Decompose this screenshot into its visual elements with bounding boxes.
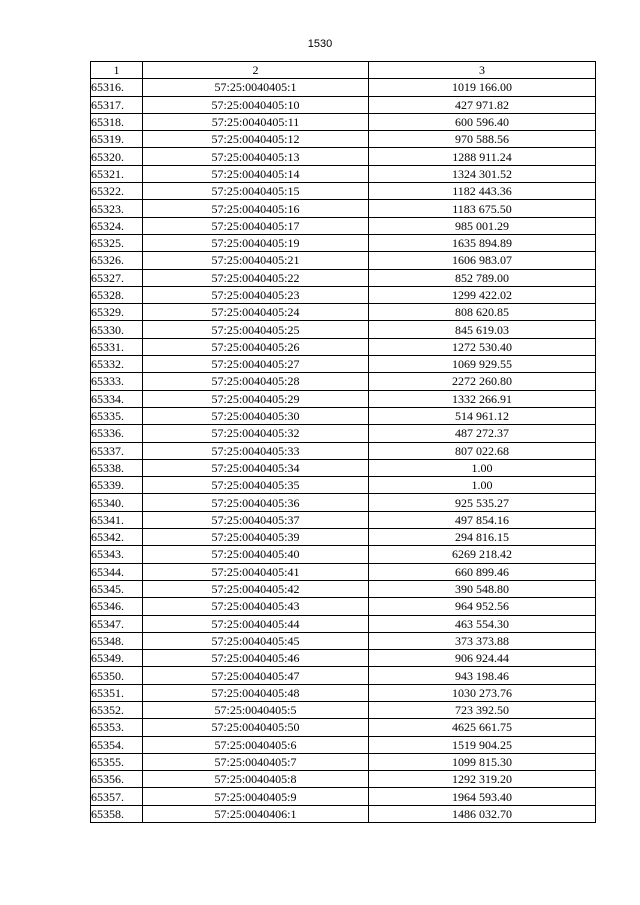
cadastral-value-cell: 373 373.88 bbox=[369, 632, 596, 649]
cadastral-value-cell: 497 854.16 bbox=[369, 511, 596, 528]
cadastral-number-cell: 57:25:0040405:6 bbox=[143, 736, 369, 753]
row-number-cell: 65350. bbox=[91, 667, 143, 684]
cadastral-number-cell: 57:25:0040405:21 bbox=[143, 252, 369, 269]
row-number-cell: 65322. bbox=[91, 183, 143, 200]
cadastral-value-cell: 427 971.82 bbox=[369, 96, 596, 113]
cadastral-number-cell: 57:25:0040405:27 bbox=[143, 356, 369, 373]
cadastral-number-cell: 57:25:0040405:19 bbox=[143, 234, 369, 251]
cadastral-value-cell: 600 596.40 bbox=[369, 113, 596, 130]
table-row bbox=[91, 425, 596, 442]
row-number-cell: 65331. bbox=[91, 338, 143, 355]
cadastral-value-cell: 808 620.85 bbox=[369, 304, 596, 321]
cadastral-number-cell: 57:25:0040405:11 bbox=[143, 113, 369, 130]
row-number-cell: 65344. bbox=[91, 563, 143, 580]
cadastral-number-cell: 57:25:0040406:1 bbox=[143, 805, 369, 822]
row-number-cell: 65323. bbox=[91, 200, 143, 217]
cadastral-value-cell: 1183 675.50 bbox=[369, 200, 596, 217]
cadastral-value-cell: 1964 593.40 bbox=[369, 788, 596, 805]
cadastral-value-cell: 943 198.46 bbox=[369, 667, 596, 684]
cadastral-value-cell: 1030 273.76 bbox=[369, 684, 596, 701]
cadastral-value-cell: 660 899.46 bbox=[369, 563, 596, 580]
cadastral-value-cell: 807 022.68 bbox=[369, 442, 596, 459]
cadastral-value-cell: 6269 218.42 bbox=[369, 546, 596, 563]
cadastral-value-cell: 4625 661.75 bbox=[369, 719, 596, 736]
row-number-cell: 65321. bbox=[91, 165, 143, 182]
table-row bbox=[91, 788, 596, 805]
cadastral-number-cell: 57:25:0040405:14 bbox=[143, 165, 369, 182]
cadastral-number-cell: 57:25:0040405:28 bbox=[143, 373, 369, 390]
cadastral-number-cell: 57:25:0040405:1 bbox=[143, 79, 369, 96]
table-row bbox=[91, 304, 596, 321]
cadastral-number-cell: 57:25:0040405:5 bbox=[143, 701, 369, 718]
row-number-cell: 65336. bbox=[91, 425, 143, 442]
table-row bbox=[91, 234, 596, 251]
table-row bbox=[91, 580, 596, 597]
row-number-cell: 65329. bbox=[91, 304, 143, 321]
cadastral-value-cell: 1019 166.00 bbox=[369, 79, 596, 96]
column-header-2: 2 bbox=[143, 62, 369, 79]
table-row bbox=[91, 390, 596, 407]
row-number-cell: 65343. bbox=[91, 546, 143, 563]
table-row bbox=[91, 494, 596, 511]
table-row bbox=[91, 667, 596, 684]
cadastral-number-cell: 57:25:0040405:45 bbox=[143, 632, 369, 649]
cadastral-number-cell: 57:25:0040405:41 bbox=[143, 563, 369, 580]
table-row bbox=[91, 269, 596, 286]
cadastral-number-cell: 57:25:0040405:10 bbox=[143, 96, 369, 113]
cadastral-number-cell: 57:25:0040405:23 bbox=[143, 286, 369, 303]
table-row bbox=[91, 113, 596, 130]
row-number-cell: 65357. bbox=[91, 788, 143, 805]
cadastral-number-cell: 57:25:0040405:47 bbox=[143, 667, 369, 684]
cadastral-value-cell: 852 789.00 bbox=[369, 269, 596, 286]
row-number-cell: 65358. bbox=[91, 805, 143, 822]
row-number-cell: 65339. bbox=[91, 477, 143, 494]
table-row bbox=[91, 252, 596, 269]
table-row bbox=[91, 684, 596, 701]
row-number-cell: 65356. bbox=[91, 771, 143, 788]
cadastral-value-cell: 845 619.03 bbox=[369, 321, 596, 338]
cadastral-number-cell: 57:25:0040405:13 bbox=[143, 148, 369, 165]
row-number-cell: 65325. bbox=[91, 234, 143, 251]
cadastral-value-cell: 1606 983.07 bbox=[369, 252, 596, 269]
table-row bbox=[91, 79, 596, 96]
table-row bbox=[91, 632, 596, 649]
cadastral-number-cell: 57:25:0040405:7 bbox=[143, 753, 369, 770]
cadastral-value-cell: 906 924.44 bbox=[369, 650, 596, 667]
table-row bbox=[91, 719, 596, 736]
cadastral-value-cell: 1635 894.89 bbox=[369, 234, 596, 251]
row-number-cell: 65341. bbox=[91, 511, 143, 528]
row-number-cell: 65328. bbox=[91, 286, 143, 303]
table-row bbox=[91, 477, 596, 494]
cadastral-number-cell: 57:25:0040405:26 bbox=[143, 338, 369, 355]
table-row bbox=[91, 131, 596, 148]
row-number-cell: 65351. bbox=[91, 684, 143, 701]
cadastral-number-cell: 57:25:0040405:33 bbox=[143, 442, 369, 459]
cadastral-number-cell: 57:25:0040405:16 bbox=[143, 200, 369, 217]
row-number-cell: 65318. bbox=[91, 113, 143, 130]
row-number-cell: 65337. bbox=[91, 442, 143, 459]
cadastral-number-cell: 57:25:0040405:43 bbox=[143, 598, 369, 615]
row-number-cell: 65320. bbox=[91, 148, 143, 165]
table-row bbox=[91, 407, 596, 424]
column-header-1: 1 bbox=[91, 62, 143, 79]
cadastral-number-cell: 57:25:0040405:29 bbox=[143, 390, 369, 407]
table-body bbox=[91, 79, 596, 823]
row-number-cell: 65324. bbox=[91, 217, 143, 234]
cadastral-value-cell: 1292 319.20 bbox=[369, 771, 596, 788]
row-number-cell: 65335. bbox=[91, 407, 143, 424]
cadastral-value-cell: 514 961.12 bbox=[369, 407, 596, 424]
cadastral-number-cell: 57:25:0040405:42 bbox=[143, 580, 369, 597]
row-number-cell: 65349. bbox=[91, 650, 143, 667]
cadastral-value-cell: 964 952.56 bbox=[369, 598, 596, 615]
table-row bbox=[91, 442, 596, 459]
table-row bbox=[91, 615, 596, 632]
table-header bbox=[91, 62, 596, 79]
cadastral-value-cell: 1.00 bbox=[369, 459, 596, 476]
row-number-cell: 65354. bbox=[91, 736, 143, 753]
row-number-cell: 65338. bbox=[91, 459, 143, 476]
cadastral-number-cell: 57:25:0040405:25 bbox=[143, 321, 369, 338]
table-row bbox=[91, 753, 596, 770]
cadastral-number-cell: 57:25:0040405:48 bbox=[143, 684, 369, 701]
cadastral-number-cell: 57:25:0040405:9 bbox=[143, 788, 369, 805]
cadastral-value-cell: 985 001.29 bbox=[369, 217, 596, 234]
row-number-cell: 65342. bbox=[91, 529, 143, 546]
row-number-cell: 65345. bbox=[91, 580, 143, 597]
registry-table bbox=[90, 61, 596, 823]
cadastral-number-cell: 57:25:0040405:46 bbox=[143, 650, 369, 667]
table-row bbox=[91, 338, 596, 355]
cadastral-value-cell: 1.00 bbox=[369, 477, 596, 494]
table-row bbox=[91, 563, 596, 580]
cadastral-value-cell: 925 535.27 bbox=[369, 494, 596, 511]
cadastral-number-cell: 57:25:0040405:50 bbox=[143, 719, 369, 736]
row-number-cell: 65333. bbox=[91, 373, 143, 390]
table-row bbox=[91, 650, 596, 667]
table-row bbox=[91, 373, 596, 390]
cadastral-number-cell: 57:25:0040405:32 bbox=[143, 425, 369, 442]
table-row bbox=[91, 286, 596, 303]
cadastral-value-cell: 487 272.37 bbox=[369, 425, 596, 442]
row-number-cell: 65346. bbox=[91, 598, 143, 615]
table-row bbox=[91, 459, 596, 476]
table-row bbox=[91, 701, 596, 718]
table-row bbox=[91, 546, 596, 563]
cadastral-value-cell: 294 816.15 bbox=[369, 529, 596, 546]
cadastral-value-cell: 723 392.50 bbox=[369, 701, 596, 718]
row-number-cell: 65332. bbox=[91, 356, 143, 373]
cadastral-value-cell: 1299 422.02 bbox=[369, 286, 596, 303]
cadastral-value-cell: 1332 266.91 bbox=[369, 390, 596, 407]
table-row bbox=[91, 183, 596, 200]
cadastral-value-cell: 1324 301.52 bbox=[369, 165, 596, 182]
table-row bbox=[91, 356, 596, 373]
cadastral-number-cell: 57:25:0040405:35 bbox=[143, 477, 369, 494]
cadastral-number-cell: 57:25:0040405:22 bbox=[143, 269, 369, 286]
table-row bbox=[91, 511, 596, 528]
row-number-cell: 65316. bbox=[91, 79, 143, 96]
cadastral-number-cell: 57:25:0040405:15 bbox=[143, 183, 369, 200]
table-row bbox=[91, 217, 596, 234]
cadastral-number-cell: 57:25:0040405:8 bbox=[143, 771, 369, 788]
table-row bbox=[91, 148, 596, 165]
row-number-cell: 65340. bbox=[91, 494, 143, 511]
column-header-3: 3 bbox=[369, 62, 596, 79]
row-number-cell: 65330. bbox=[91, 321, 143, 338]
cadastral-number-cell: 57:25:0040405:30 bbox=[143, 407, 369, 424]
row-number-cell: 65327. bbox=[91, 269, 143, 286]
row-number-cell: 65317. bbox=[91, 96, 143, 113]
cadastral-number-cell: 57:25:0040405:36 bbox=[143, 494, 369, 511]
cadastral-value-cell: 1099 815.30 bbox=[369, 753, 596, 770]
row-number-cell: 65347. bbox=[91, 615, 143, 632]
row-number-cell: 65355. bbox=[91, 753, 143, 770]
table-row bbox=[91, 771, 596, 788]
cadastral-number-cell: 57:25:0040405:40 bbox=[143, 546, 369, 563]
table-row bbox=[91, 165, 596, 182]
row-number-cell: 65334. bbox=[91, 390, 143, 407]
cadastral-number-cell: 57:25:0040405:37 bbox=[143, 511, 369, 528]
cadastral-number-cell: 57:25:0040405:24 bbox=[143, 304, 369, 321]
header-row bbox=[91, 62, 596, 79]
cadastral-value-cell: 390 548.80 bbox=[369, 580, 596, 597]
row-number-cell: 65319. bbox=[91, 131, 143, 148]
table-row bbox=[91, 598, 596, 615]
table-row bbox=[91, 321, 596, 338]
row-number-cell: 65352. bbox=[91, 701, 143, 718]
table-row bbox=[91, 96, 596, 113]
cadastral-value-cell: 1069 929.55 bbox=[369, 356, 596, 373]
table-row bbox=[91, 529, 596, 546]
cadastral-value-cell: 1272 530.40 bbox=[369, 338, 596, 355]
cadastral-value-cell: 463 554.30 bbox=[369, 615, 596, 632]
cadastral-value-cell: 2272 260.80 bbox=[369, 373, 596, 390]
cadastral-number-cell: 57:25:0040405:39 bbox=[143, 529, 369, 546]
cadastral-value-cell: 1288 911.24 bbox=[369, 148, 596, 165]
page-number: 1530 bbox=[307, 38, 333, 50]
table-row bbox=[91, 200, 596, 217]
table-row bbox=[91, 805, 596, 822]
cadastral-number-cell: 57:25:0040405:44 bbox=[143, 615, 369, 632]
cadastral-number-cell: 57:25:0040405:34 bbox=[143, 459, 369, 476]
cadastral-value-cell: 970 588.56 bbox=[369, 131, 596, 148]
cadastral-value-cell: 1486 032.70 bbox=[369, 805, 596, 822]
cadastral-value-cell: 1519 904.25 bbox=[369, 736, 596, 753]
row-number-cell: 65348. bbox=[91, 632, 143, 649]
table-row bbox=[91, 736, 596, 753]
cadastral-value-cell: 1182 443.36 bbox=[369, 183, 596, 200]
row-number-cell: 65326. bbox=[91, 252, 143, 269]
row-number-cell: 65353. bbox=[91, 719, 143, 736]
cadastral-number-cell: 57:25:0040405:12 bbox=[143, 131, 369, 148]
cadastral-number-cell: 57:25:0040405:17 bbox=[143, 217, 369, 234]
